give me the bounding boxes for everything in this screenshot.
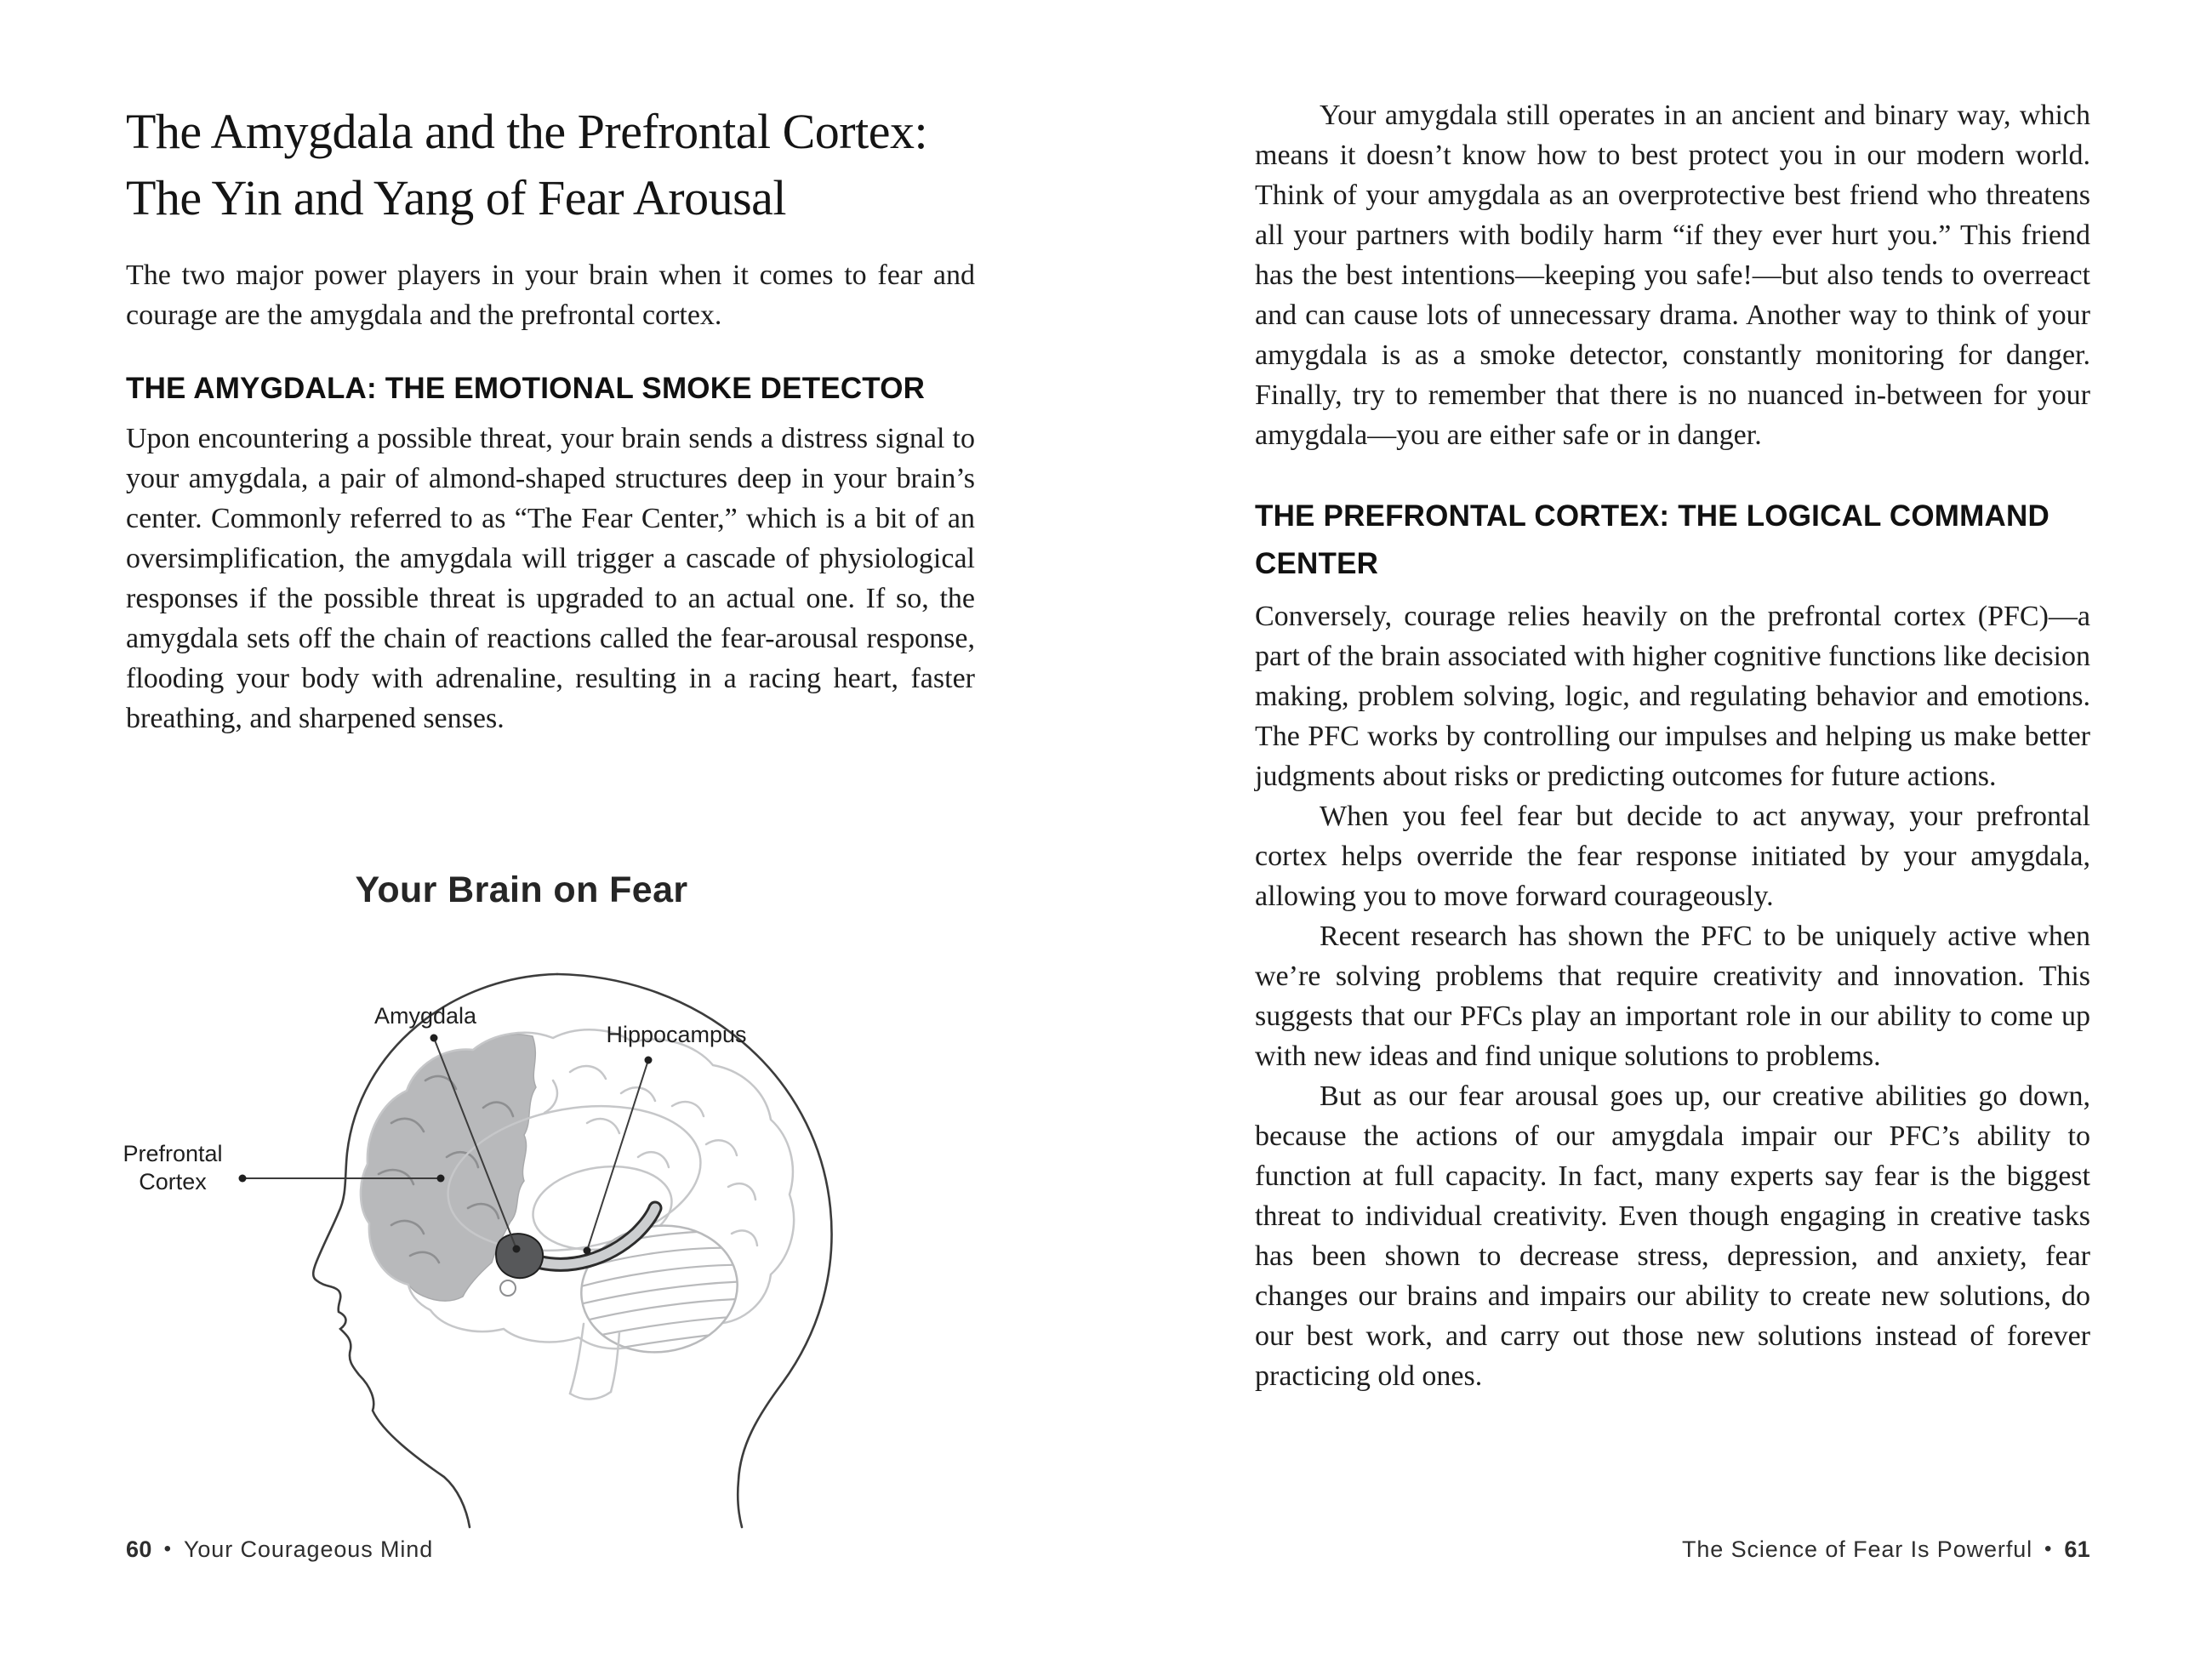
label-prefrontal-cortex (92, 1140, 254, 1196)
section-heading-pfc: THE PREFRONTAL CORTEX: THE LOGICAL COMMAND CENTER (1255, 499, 2050, 580)
label-hippocampus: Hippocampus (606, 1022, 747, 1047)
page-61-column (1255, 95, 2090, 1396)
paragraph-pfc-3: Recent research has shown the PFC to be uniquely active when we’re solving problems that require creativity and innovation. This suggests that our PFCs play an important role in our ability to come up with new ideas and find unique solutions to problems. (1255, 921, 2090, 1072)
paragraph-pfc-1: Conversely, courage relies heavily on the prefrontal cortex (PFC)—a part of the brain associated with higher cognitive functions like decision making, problem solving, logic, and regulating behavior and emotions. The PFC works by controlling our impulses and helping us make better judgments about risks or predicting outcomes for future actions. (1255, 601, 2090, 792)
paragraph-pfc-4: But as our fear arousal goes up, our creative abilities go down, because the actions of our amygdala impair our PFC’s ability to function at full capacity. In fact, many experts say fear is the biggest threat to individual creativity. Even though engaging in creative tasks has been shown to decrease stress, depression, and anxiety, fear changes our brains and impairs our ability to create new solutions, do our best work, and carry out those new solutions instead of forever practicing old ones. (1255, 1080, 2090, 1392)
running-title-left: Your Courageous Mind (183, 1536, 434, 1562)
footer-page-60 (126, 1536, 975, 1563)
page-number-60: 60 (126, 1536, 152, 1562)
page-number-61: 61 (2064, 1536, 2090, 1562)
running-title-right: The Science of Fear Is Powerful (1681, 1536, 2033, 1562)
label-prefrontal-line1: Prefrontal (123, 1141, 223, 1166)
paragraph-amygdala-binary: Your amygdala still operates in an ancient and binary way, which means it doesn’t know how to best protect you in our modern world. Think of your amygdala as an overprotective best friend who threatens all your partners with bodily harm “if they ever hurt you.” This friend has the best intentions—keeping you safe!—but also tends to overreact and can cause lots of unnecessary drama. Another way to think of your amygdala is as a smoke detector, constantly monitoring for danger. Finally, try to remember that there is no nuanced in-between for your amygdala—you are either safe or in danger. (1255, 100, 2090, 451)
chapter-intro: The two major power players in your brain when it comes to fear and courage are the amygdala and the prefrontal cortex. (126, 259, 975, 331)
amygdala-shape (496, 1234, 543, 1278)
section-heading-amygdala: THE AMYGDALA: THE EMOTIONAL SMOKE DETECTOR (126, 372, 926, 405)
section-body-amygdala: Upon encountering a possible threat, your brain sends a distress signal to your amygdala, a pair of almond-shaped structures deep in your brain’s center. Commonly referred to as “The Fear Center,” which is a bit of an oversimplification, the amygdala will trigger a cascade of physiological responses if the possible threat is upgraded to an actual one. If so, the amygdala sets off the chain of reactions called the fear-arousal response, flooding your body with adrenaline, resulting in a racing heart, faster breathing, and sharpened senses. (126, 423, 975, 734)
label-amygdala: Amygdala (373, 1003, 477, 1029)
footer-bullet-left: • (163, 1537, 172, 1560)
cerebellum (569, 1215, 750, 1363)
chapter-title: The Amygdala and the Prefrontal Cortex: The Yin and Yang of Fear Arousal (126, 104, 928, 225)
paragraph-pfc-2: When you feel fear but decide to act anyway, your prefrontal cortex helps override the fear response initiated by your amygdala, allowing you to move forward courageously. (1255, 801, 2090, 912)
label-prefrontal-line2: Cortex (139, 1169, 207, 1194)
footer-bullet-right: • (2044, 1537, 2053, 1560)
ventricle-circle (500, 1280, 516, 1296)
footer-page-61 (1255, 1536, 2090, 1563)
page-60-column (126, 99, 975, 738)
figure-title: Your Brain on Fear (355, 869, 688, 910)
